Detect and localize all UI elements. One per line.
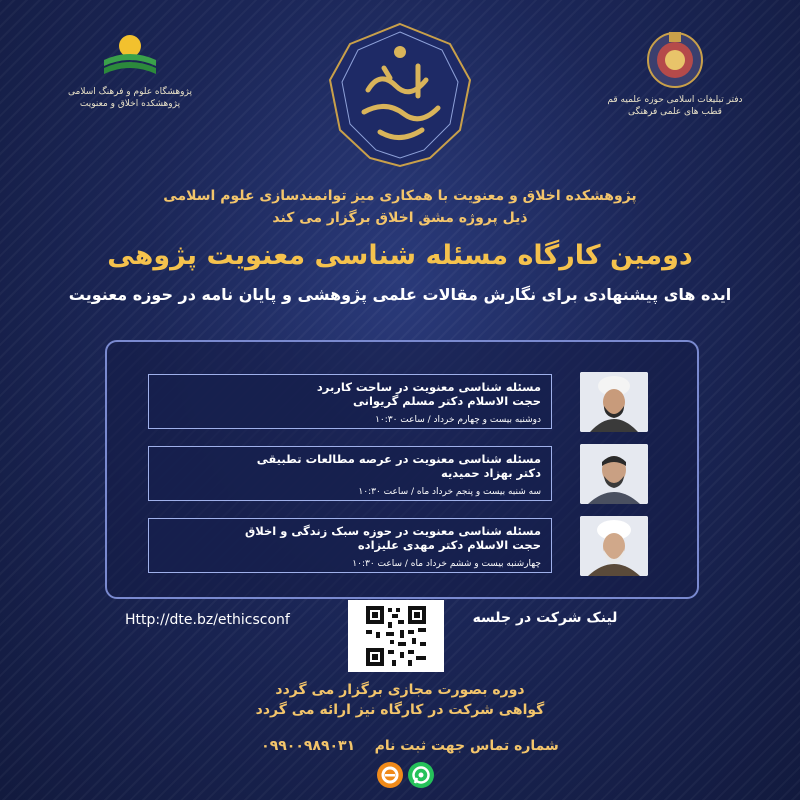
virtual-note: دوره بصورت مجازی برگزار می گردد	[275, 682, 525, 698]
session-card-3	[148, 518, 552, 573]
institute-logo-left	[60, 30, 200, 120]
session-title: مسئله شناسی معنویت در عرصه مطالعات تطبیقی	[256, 452, 541, 466]
logo-right-caption-2: قطب های علمی فرهنگی	[628, 107, 722, 117]
logo-left-caption-2: پژوهشکده اخلاق و معنویت	[79, 99, 181, 109]
certificate-note: گواهی شرکت در کارگاه نیز ارائه می گردد	[255, 702, 545, 718]
page-subtitle: ایده های پیشنهادی برای نگارش مقالات علمی پژوهشی و پایان نامه در حوزه معنویت	[68, 285, 732, 304]
logo-right-caption-1: دفتر تبلیغات اسلامی حوزه علمیه قم	[607, 95, 743, 105]
session-time: چهارشنبه بیست و ششم خرداد ماه / ساعت ۱۰:۳۰	[352, 559, 541, 569]
speaker-photo-3	[580, 516, 648, 576]
organizer-line-1: پژوهشکده اخلاق و معنویت با همکاری میز توانمندسازی علوم اسلامی	[163, 188, 637, 204]
session-time: دوشنبه بیست و چهارم خرداد / ساعت ۱۰:۳۰	[375, 415, 541, 425]
contact-phone[interactable]: ۰۹۹۰۰۹۸۹۰۳۱	[261, 738, 356, 754]
logo-left-caption-1: پژوهشگاه علوم و فرهنگ اسلامی	[68, 87, 192, 97]
session-card-1	[148, 374, 552, 429]
session-time: سه شنبه بیست و پنجم خرداد ماه / ساعت ۱۰:۳۰	[358, 487, 541, 497]
whatsapp-icon[interactable]	[408, 762, 434, 788]
page-title: دومین کارگاه مسئله شناسی معنویت پژوهی	[107, 240, 693, 271]
eitaa-icon[interactable]	[377, 762, 403, 788]
speaker-photo-1	[580, 372, 648, 432]
institute-logo-right	[600, 30, 750, 130]
qr-code-icon[interactable]	[348, 600, 444, 672]
calligraphy-emblem-icon	[300, 20, 500, 170]
session-card-2	[148, 446, 552, 501]
session-speaker: حجت الاسلام دکتر مهدی علیزاده	[357, 538, 541, 552]
organizer-line-2: ذیل پروژه مشق اخلاق برگزار می کند	[272, 210, 528, 226]
session-title: مسئله شناسی معنویت در ساحت کاربرد	[316, 380, 541, 394]
session-speaker: دکتر بهزاد حمیدیه	[441, 466, 541, 480]
institute-seal-logo-icon	[645, 30, 705, 90]
link-label: لینک شرکت در جلسه	[472, 610, 618, 626]
registration-link[interactable]: Http://dte.bz/ethicsconf	[125, 612, 290, 628]
contact-label: شماره تماس جهت ثبت نام	[374, 738, 559, 754]
book-sun-logo-icon	[100, 30, 160, 82]
speaker-photo-2	[580, 444, 648, 504]
session-speaker: حجت الاسلام دکتر مسلم گریوانی	[353, 394, 541, 408]
session-title: مسئله شناسی معنویت در حوزه سبک زندگی و اخلاق	[245, 524, 541, 538]
contact-line	[240, 738, 580, 754]
